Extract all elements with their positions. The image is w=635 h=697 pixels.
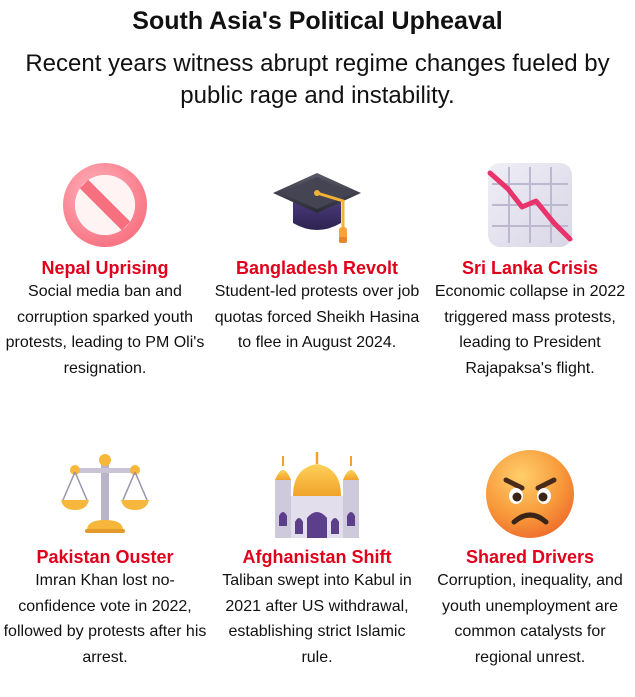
- card-heading: Nepal Uprising: [41, 258, 169, 278]
- card-sri-lanka-crisis: [425, 157, 635, 381]
- card-description: Taliban swept into Kabul in 2021 after US withdrawal, establishing strict Islamic rule.: [222, 572, 412, 666]
- card-pakistan-ouster: [0, 446, 210, 670]
- page-subtitle: Recent years witness abrupt regime changes fueled by public rage and instability.: [25, 50, 610, 109]
- mosque-icon: [269, 446, 365, 542]
- card-description: Corruption, inequality, and youth unemployment are common catalysts for regional unrest.: [437, 572, 623, 666]
- card-description: Imran Khan lost no-confidence vote in 2022, followed by protests after his arrest.: [3, 572, 207, 666]
- card-bangladesh-revolt: [212, 157, 422, 356]
- card-heading: Afghanistan Shift: [242, 547, 392, 567]
- card-heading: Bangladesh Revolt: [235, 258, 399, 278]
- card-description: Economic collapse in 2022 triggered mass protests, leading to President Rajapaksa's flight.: [434, 283, 626, 377]
- card-afghanistan-shift: [212, 446, 422, 670]
- prohibited-icon: [57, 157, 153, 253]
- card-shared-drivers: [425, 446, 635, 670]
- card-description: Student-led protests over job quotas forced Sheikh Hasina to flee in August 2024.: [214, 283, 420, 351]
- card-heading: Sri Lanka Crisis: [461, 258, 599, 278]
- graduation-cap-icon: [269, 157, 365, 253]
- balance-scale-icon: [57, 446, 153, 542]
- card-nepal-uprising: [0, 157, 210, 381]
- page-title: South Asia's Political Upheaval: [132, 7, 503, 35]
- card-heading: Shared Drivers: [465, 547, 595, 567]
- angry-face-icon: [482, 446, 578, 542]
- card-heading: Pakistan Ouster: [36, 547, 174, 567]
- card-description: Social media ban and corruption sparked youth protests, leading to PM Oli's resignation.: [5, 283, 205, 377]
- declining-chart-icon: [482, 157, 578, 253]
